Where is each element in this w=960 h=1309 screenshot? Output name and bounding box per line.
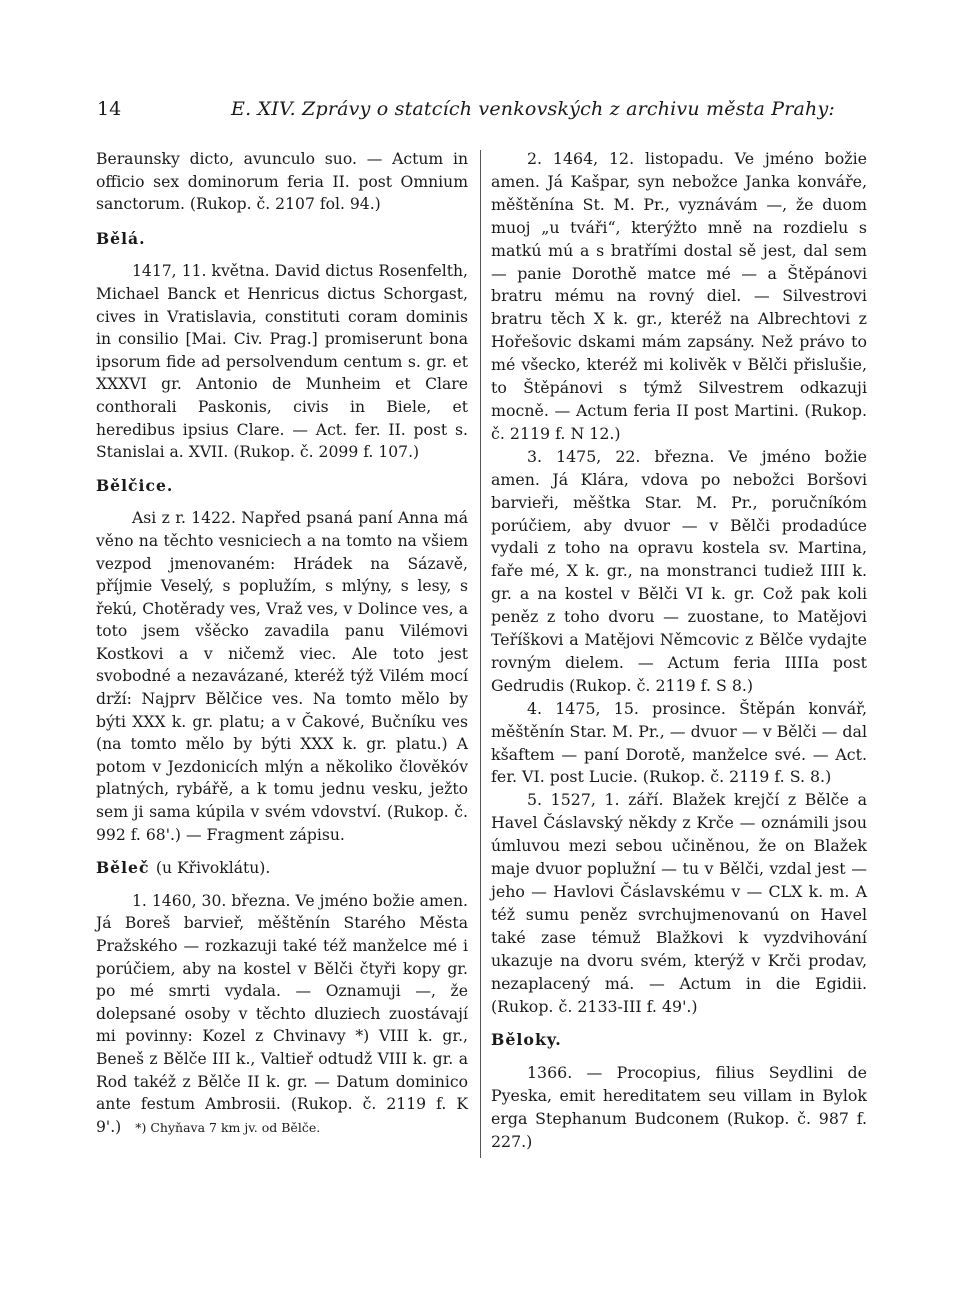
belec-entry-5: 5. 1527, 1. září. Blažek krejčí z Bělče a Havel Čáslavský někdy z Krče — oznámili jsou úmluvou mezi sebou učiněnou, že on Blažek maje dvuor poplužní — tu v Bělči, vzdal jest — jeho — Havlovi Čáslavskému v — CLX k. m. A též sumu peněz svrchujmenovanú on Havel také zase témuž Blažkovi k vyzdvihování ukazuje na dvoru svém, kterýž v Krči prodav, nezaplacený má. — Actum in die Egidii. (Rukop. č. 2133-III f. 49'.) — [491, 790, 867, 1016]
left-column — [96, 148, 468, 1139]
footnote: *) Chyňava 7 km jv. od Bělče. — [135, 1119, 321, 1135]
page-number: 14 — [97, 98, 122, 120]
page-header — [97, 98, 867, 126]
belec-entry-3: 3. 1475, 22. března. Ve jméno božie amen. Já Klára, vdova po nebožci Boršovi barvieři, měštka Star. M. Pr., poručníkóm porúčiem, aby dvuor — v Bělči prodadúce vydali z toho na opravu kostela sv. Martina, faře mé, X k. gr., na monstranci tudiež IIII k. gr. a na kostel v Bělči VI k. gr. Což pak koli peněz z toho dvoru — zuostane, to Matějovi Teříškovi a Matějovi Němcovic z Bělče vydajte rovným dielem. — Actum feria IIIIa post Gedrudis (Rukop. č. 2119 f. S 8.) — [491, 446, 867, 695]
intro-paragraph: Beraunsky dicto, avunculo suo. — Actum in officio sex dominorum feria II. post Omnium sanctorum. (Rukop. č. 2107 fol. 94.) — [96, 150, 468, 214]
belcice-paragraph: Asi z r. 1422. Napřed psaná paní Anna má věno na těchto vesniciech a na tomto na všiem vezpod jmenovaném: Hrádek na Sázavě, příjmie Veselý, s poplužím, s mlýny, s lesy, s řekú, Chotěrady ves, Vraž ves, v Dolince ves, a toto jsem všěcko zavadila panu Vilémovi Kostkovi a v ničemž viec. Ale toto jest svobodné a nezavázané, kteréž týž Vilém mocí drží: Najprv Bělčice ves. Na tomto mělo by býti XXX k. gr. platu; a v Čakové, Bučníku ves (na tomto mělo by býti XXX k. gr. platu.) A potom v Jezdonicích mlýn a několiko člověkóv platných, rybářě, a k tomu jednu vesku, ježto sem ji sama kúpila v svém vdovství. (Rukop. č. 992 f. 68'.) — Fragment zápisu. — [96, 509, 468, 844]
belec-heading-title: Běleč — [96, 858, 150, 878]
section-heading-belcice: Bělčice. — [96, 475, 174, 495]
belec-heading-subtitle: (u Křivoklátu). — [155, 859, 271, 878]
belec-entry-2: 2. 1464, 12. listopadu. Ve jméno božie amen. Já Kašpar, syn nebožce Janka konváře, měštěnína St. M. Pr., vyznávám —, že duom muoj „u tváři“, kterýžto mně na rozdielu s matkú mú a s bratřími dostal sě jest, dal sem — panie Dorothě matce mé — a Štěpánovi bratru mému na rovný diel. — Silvestrovi bratru těch X k. gr., kteréž na Albrechtovi z Hořešovic dskami mám zapsány. Než právo to mé všecko, kteréž mi kolivěk v Bělči přislušie, to Štěpánovi s týmž Silvestrem odkazuji mocně. — Actum feria II post Martini. (Rukop. č. 2119 f. N 12.) — [491, 149, 867, 443]
column-divider — [480, 150, 481, 1158]
section-heading-bela: Bělá. — [96, 228, 146, 248]
section-heading-belec — [96, 857, 468, 880]
belec-entry-4: 4. 1475, 15. prosince. Štěpán konvář, měštěnín Star. M. Pr., — dvuor — v Bělči — dal kšaftem — paní Dorotě, manželce své. — Act. fer. VI. post Lucie. (Rukop. č. 2119 f. S. 8.) — [491, 698, 867, 787]
belec-entry-1 — [96, 890, 468, 1140]
belec-entry-1-text: 1. 1460, 30. března. Ve jméno božie amen. Já Boreš barvieř, měštěnín Starého Města Pražského — rozkazuji také též manželce mé i porúčiem, aby na kostel v Bělči čtyři kopy gr. po mé smrti vydala. — Oznamuji —, že dolepsané osoby v těchto dluziech zuostávají mi povinny: Kozel z Chvinavy *) VIII k. gr., Beneš z Bělče III k., Valtieř odtudž VIII k. gr. a Rod takéž z Bělče II k. gr. — Datum dominico ante festum Ambrosii. (Rukop. č. 2119 f. K 9'.) — [96, 891, 468, 1136]
section-heading-beloky: Běloky. — [491, 1030, 562, 1050]
right-column — [491, 148, 867, 1154]
bela-paragraph: 1417, 11. května. David dictus Rosenfelth, Michael Banck et Henricus dictus Schorgast, cives in Vratislavia, constituti coram dominis in consilio [Mai. Civ. Prag.] promiserunt bona ipsorum fide ad persolvendum centum s. gr. et XXXVI gr. Antonio de Munheim et Clare conthorali Paskonis, civis in Biele, et heredibus ipsius Clare. — Act. fer. II. post s. Stanislai a. XVII. (Rukop. č. 2099 f. 107.) — [96, 262, 468, 462]
running-title: E. XIV. Zprávy o statcích venkovských z archivu města Prahy: — [231, 98, 836, 120]
beloky-paragraph: 1366. — Procopius, filius Seydlini de Pyeska, emit hereditatem seu villam in Bylok erga Stephanum Budconem (Rukop. č. 987 f. 227.) — [491, 1063, 867, 1152]
